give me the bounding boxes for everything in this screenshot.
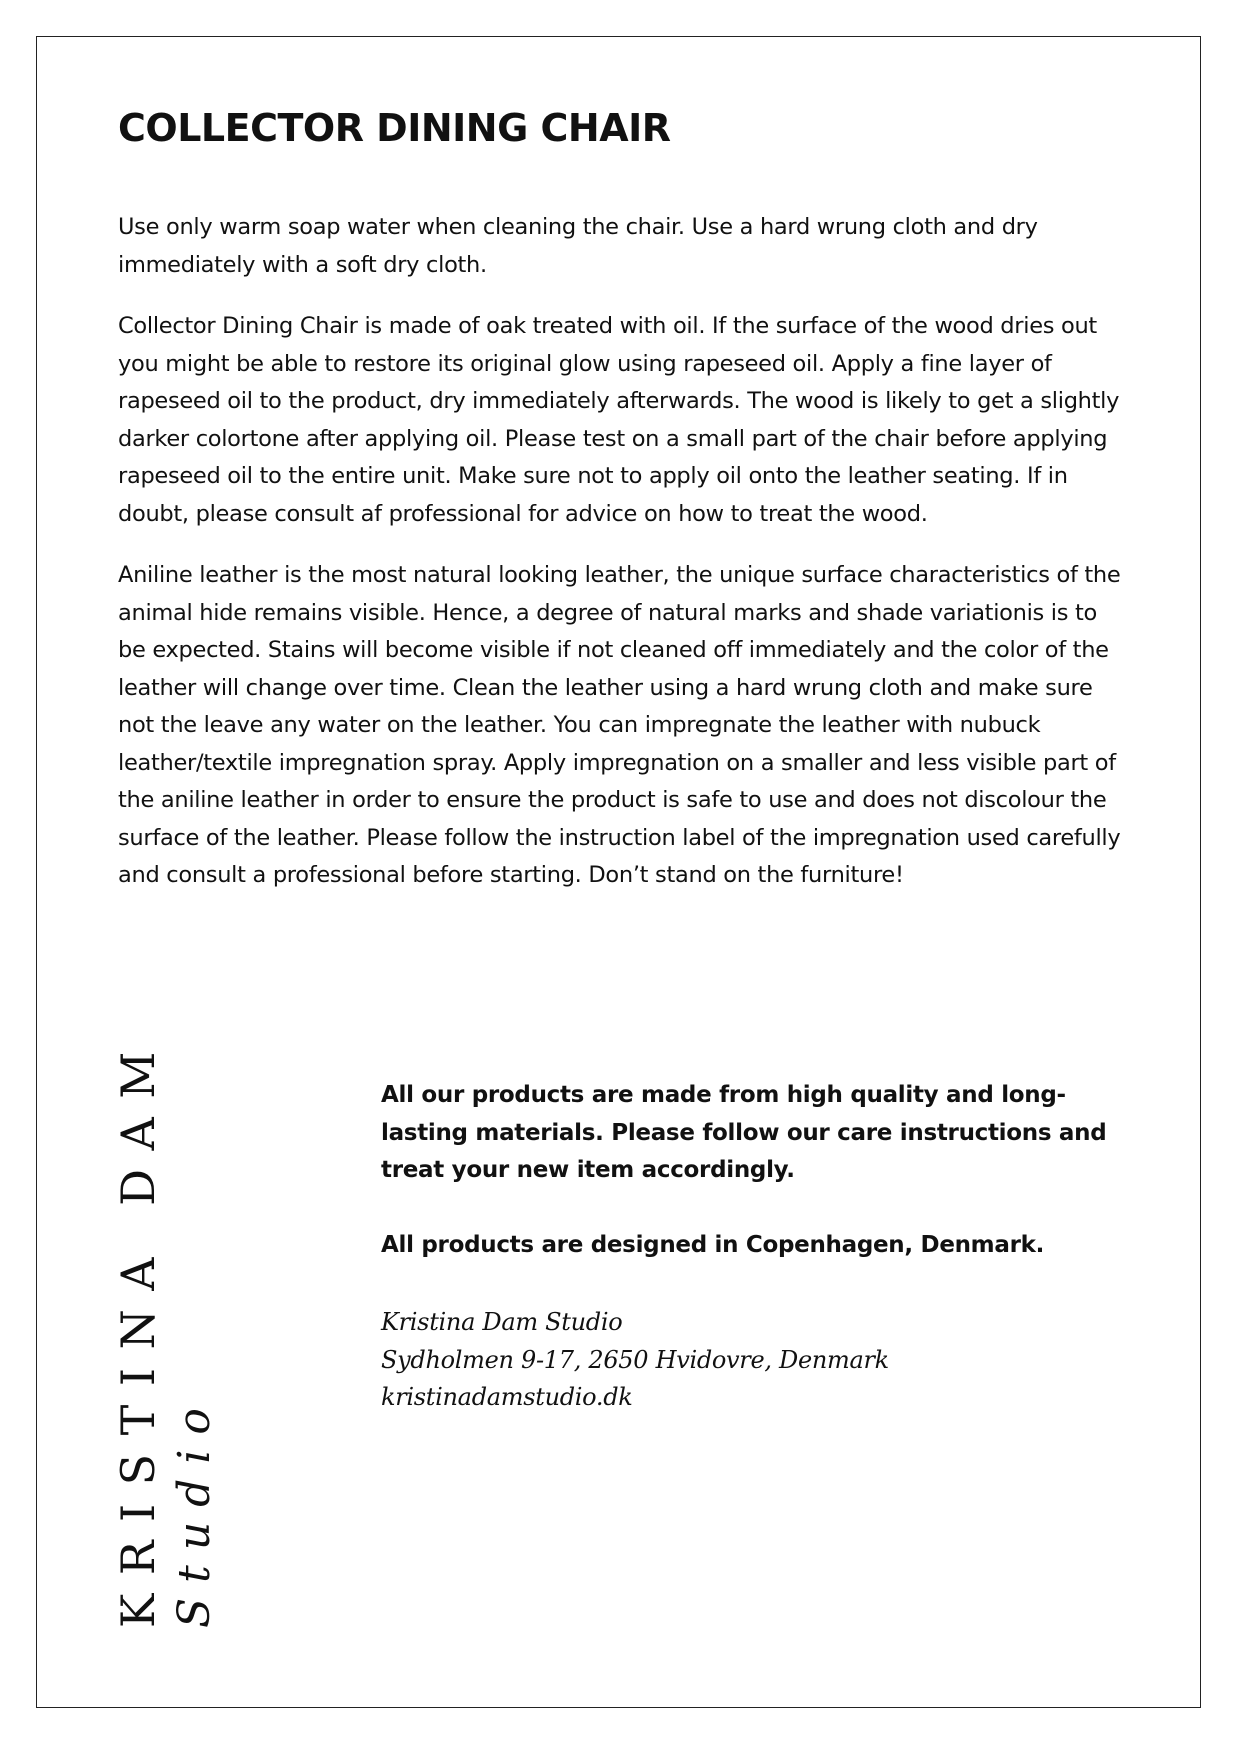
- origin-statement: All products are designed in Copenhagen, Denmark.: [381, 1231, 1045, 1258]
- care-instructions: [118, 209, 1128, 919]
- company-name: Kristina Dam Studio: [381, 1308, 623, 1336]
- quality-statement: All our products are made from high quality and long-lasting materials. Please follow our care instructions and treat your new item accordingly.: [381, 1082, 1107, 1183]
- leather-care-paragraph: Aniline leather is the most natural looking leather, the unique surface characteristics of the animal hide remains visible. Hence, a degree of natural marks and shade variationis is to be expected. Stains will become visible if not cleaned off immediately and the color of the leather will change over time. Clean the leather using a hard wrung cloth and make sure not the leave any water on the leather. You can impregnate the leather with nubuck leather/textile impregnation spray. Apply impregnation on a smaller and less visible part of the aniline leather in order to ensure the product is safe to use and does not discolour the surface of the leather. Please follow the instruction label of the impregnation used carefully and consult a professional before starting. Don’t stand on the furniture!: [118, 562, 1121, 888]
- brand-logo: [111, 1033, 226, 1628]
- quality-notice: [381, 1077, 1141, 1301]
- company-website: kristinadamstudio.dk: [381, 1383, 633, 1411]
- company-address: Sydholmen 9-17, 2650 Hvidovre, Denmark: [381, 1345, 889, 1374]
- brand-subtitle: Studio: [169, 1393, 220, 1628]
- contact-block: [381, 1304, 1081, 1417]
- wood-care-paragraph: Collector Dining Chair is made of oak treated with oil. If the surface of the wood dries out you might be able to restore its original glow using rapeseed oil. Apply a fine layer of rapeseed oil to the product, dry immediately afterwards. The wood is likely to get a slightly darker colortone after applying oil. Please test on a small part of the chair before applying rapeseed oil to the entire unit. Make sure not to apply oil onto the leather seating. If in doubt, please consult af professional for advice on how to treat the wood.: [118, 313, 1120, 527]
- cleaning-paragraph: Use only warm soap water when cleaning the chair. Use a hard wrung cloth and dry immediately with a soft dry cloth.: [118, 214, 1038, 278]
- brand-name: KRISTINA DAM: [111, 1033, 165, 1628]
- document-title: COLLECTOR DINING CHAIR: [118, 106, 671, 150]
